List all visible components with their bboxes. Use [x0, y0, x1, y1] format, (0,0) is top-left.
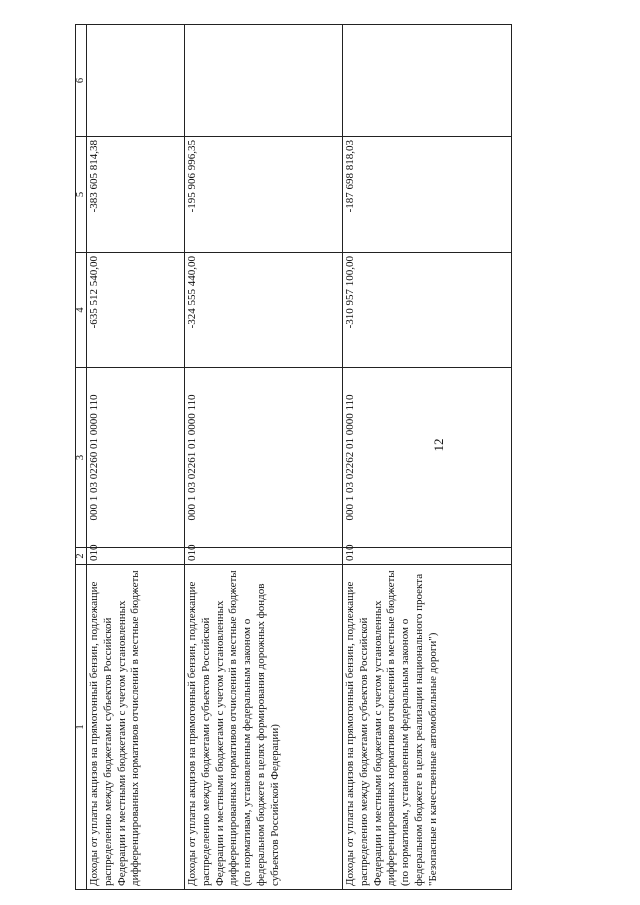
page-number: 12 — [431, 438, 446, 452]
column-header: 1 — [76, 565, 87, 890]
col6-cell — [185, 25, 343, 137]
col6-cell — [87, 25, 185, 137]
plan-amount-cell: -310 957 100,00 — [343, 253, 512, 368]
column-header: 3 — [76, 368, 87, 548]
plan-amount-cell: -324 555 440,00 — [185, 253, 343, 368]
header-row — [76, 25, 87, 890]
budget-code-cell: 000 1 03 02260 01 0000 110 — [87, 368, 185, 548]
fact-amount-cell: -195 906 996,35 — [185, 137, 343, 253]
table-row — [87, 25, 185, 890]
budget-code-cell: 000 1 03 02262 01 0000 110 — [343, 368, 512, 548]
plan-amount-cell: -635 512 540,00 — [87, 253, 185, 368]
budget-code-cell: 000 1 03 02261 01 0000 110 — [185, 368, 343, 548]
column-header: 5 — [76, 137, 87, 253]
table-row — [343, 25, 512, 890]
fact-amount-cell: -383 605 814,38 — [87, 137, 185, 253]
admin-code-cell: 010 — [87, 548, 185, 565]
column-header: 6 — [76, 25, 87, 137]
column-header: 4 — [76, 253, 87, 368]
income-name-cell: Доходы от уплаты акцизов на прямогонный бензин, подлежащие распределению между бюджетами субъектов Российской Федерации и местными бюджетами с учетом установленных дифференцированных нормативов отчислений в местные бюджеты (по нормативам, установленным федеральным законом о федеральном бюджете в целях реализации национального проекта "Безопасные и качественные автомобильные дороги") — [343, 565, 512, 890]
col6-cell — [343, 25, 512, 137]
fact-amount-cell: -187 698 818,03 — [343, 137, 512, 253]
budget-table-rotated — [75, 25, 510, 890]
admin-code-cell: 010 — [343, 548, 512, 565]
admin-code-cell: 010 — [185, 548, 343, 565]
column-header: 2 — [76, 548, 87, 565]
income-name-cell: Доходы от уплаты акцизов на прямогонный бензин, подлежащие распределению между бюджетами субъектов Российской Федерации и местными бюджетами с учетом установленных дифференцированных нормативов отчислений в местные бюджеты (по нормативам, установленным федеральным законом о федеральном бюджете в целях формирования дорожных фондов субъектов Российской Федерации) — [185, 565, 343, 890]
budget-table — [75, 24, 512, 890]
table-row — [185, 25, 343, 890]
income-name-cell: Доходы от уплаты акцизов на прямогонный бензин, подлежащие распределению между бюджетами субъектов Российской Федерации и местными бюджетами с учетом установленных дифференцированных нормативов отчислений в местные бюджеты — [87, 565, 185, 890]
